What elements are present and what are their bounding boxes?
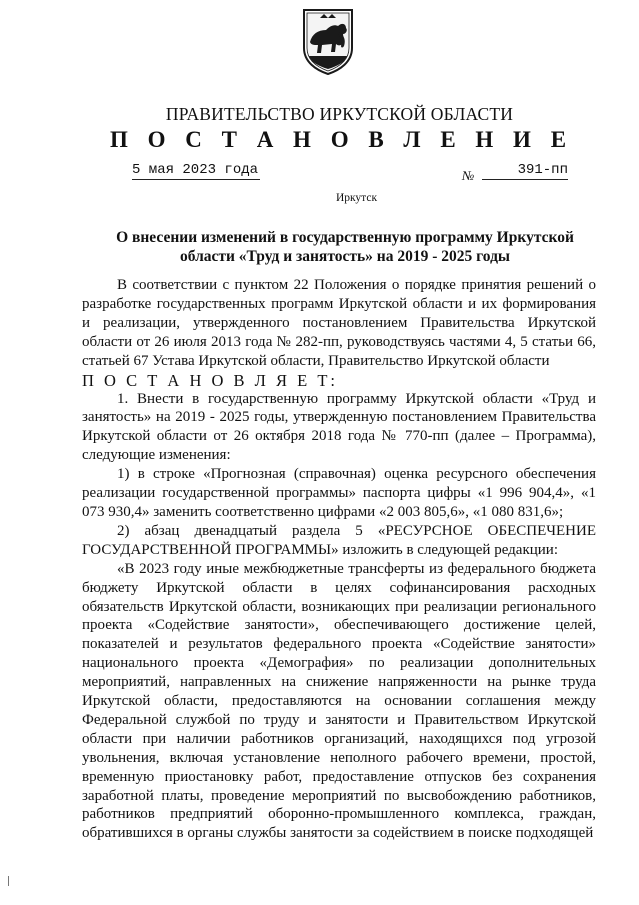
subitem-1-paragraph: 1) в строке «Прогнозная (справочная) оценка ресурсного обеспечения реализации государственной программы» паспорта цифры «1 996 904,4», «1 073 930,4» заменить соответственно цифрами «2 003 805,6», «1 080 831,6»; bbox=[82, 466, 596, 520]
item-1-paragraph: 1. Внести в государственную программу Иркутской области «Труд и занятость» на 2019 - 2025 годы, утвержденную постановлением Правительства Иркутской области от 26 октября 2018 года № 770-пп (далее – Программа), следующие изменения: bbox=[82, 390, 596, 464]
document-title: О внесении изменений в государственную программу Иркутской области «Труд и занятость» на 2019 - 2025 годы bbox=[116, 229, 574, 265]
subitem-2-paragraph: 2) абзац двенадцатый раздела 5 «РЕСУРСНОЕ ОБЕСПЕЧЕНИЕ ГОСУДАРСТВЕННОЙ ПРОГРАММЫ» изложить в следующей редакции: bbox=[82, 522, 596, 558]
scan-edge-mark bbox=[8, 876, 9, 886]
irkutsk-coat-of-arms-icon bbox=[300, 8, 356, 76]
city-name: Иркутск bbox=[335, 192, 378, 204]
document-type: П О С Т А Н О В Л Е Н И Е bbox=[109, 127, 574, 152]
document-number: 391-пп bbox=[482, 162, 568, 180]
number-label: № bbox=[462, 168, 475, 183]
government-name: ПРАВИТЕЛЬСТВО ИРКУТСКОЙ ОБЛАСТИ bbox=[165, 104, 514, 124]
resolves-heading: П О С Т А Н О В Л Я Е Т: bbox=[82, 370, 338, 390]
document-body bbox=[82, 276, 596, 843]
quoted-text-paragraph: «В 2023 году иные межбюджетные трансферты из федерального бюджета бюджету Иркутской области в целях софинансирования расходных обязательств Иркутской области, возникающих при реализации регионального проекта «Содействие занятости», обеспечивающего достижение целей, показателей и результатов федерального проекта «Содействие занятости» национального проекта «Демография» по реализации дополнительных мероприятий, направленных на снижение напряженности на рынке труда Иркутской области, предоставляются на основании соглашения между Федеральной службой по труду и занятости и Правительством Иркутской области при наличии работников организаций, находящихся под угрозой увольнения, включая установление неполного рабочего времени, простой, временную приостановку работ, предоставление отпусков без сохранения заработной платы, проведение мероприятий по высвобождению работников, работников предприятий оборонно-промышленного комплекса, граждан, обратившихся в органы службы занятости за содействием в поиске подходящей bbox=[82, 560, 596, 842]
document-date: 5 мая 2023 года bbox=[132, 162, 259, 178]
preamble-paragraph: В соответствии с пунктом 22 Положения о порядке принятия решений о разработке государственных программ Иркутской области и их формирования и реализации, утвержденного постановлением Правительства Иркутской области от 26 июля 2013 года № 282-пп, руководствуясь частями 4, 5 статьи 66, статьей 67 Устава Иркутской области, Правительство Иркутской области bbox=[82, 277, 596, 369]
